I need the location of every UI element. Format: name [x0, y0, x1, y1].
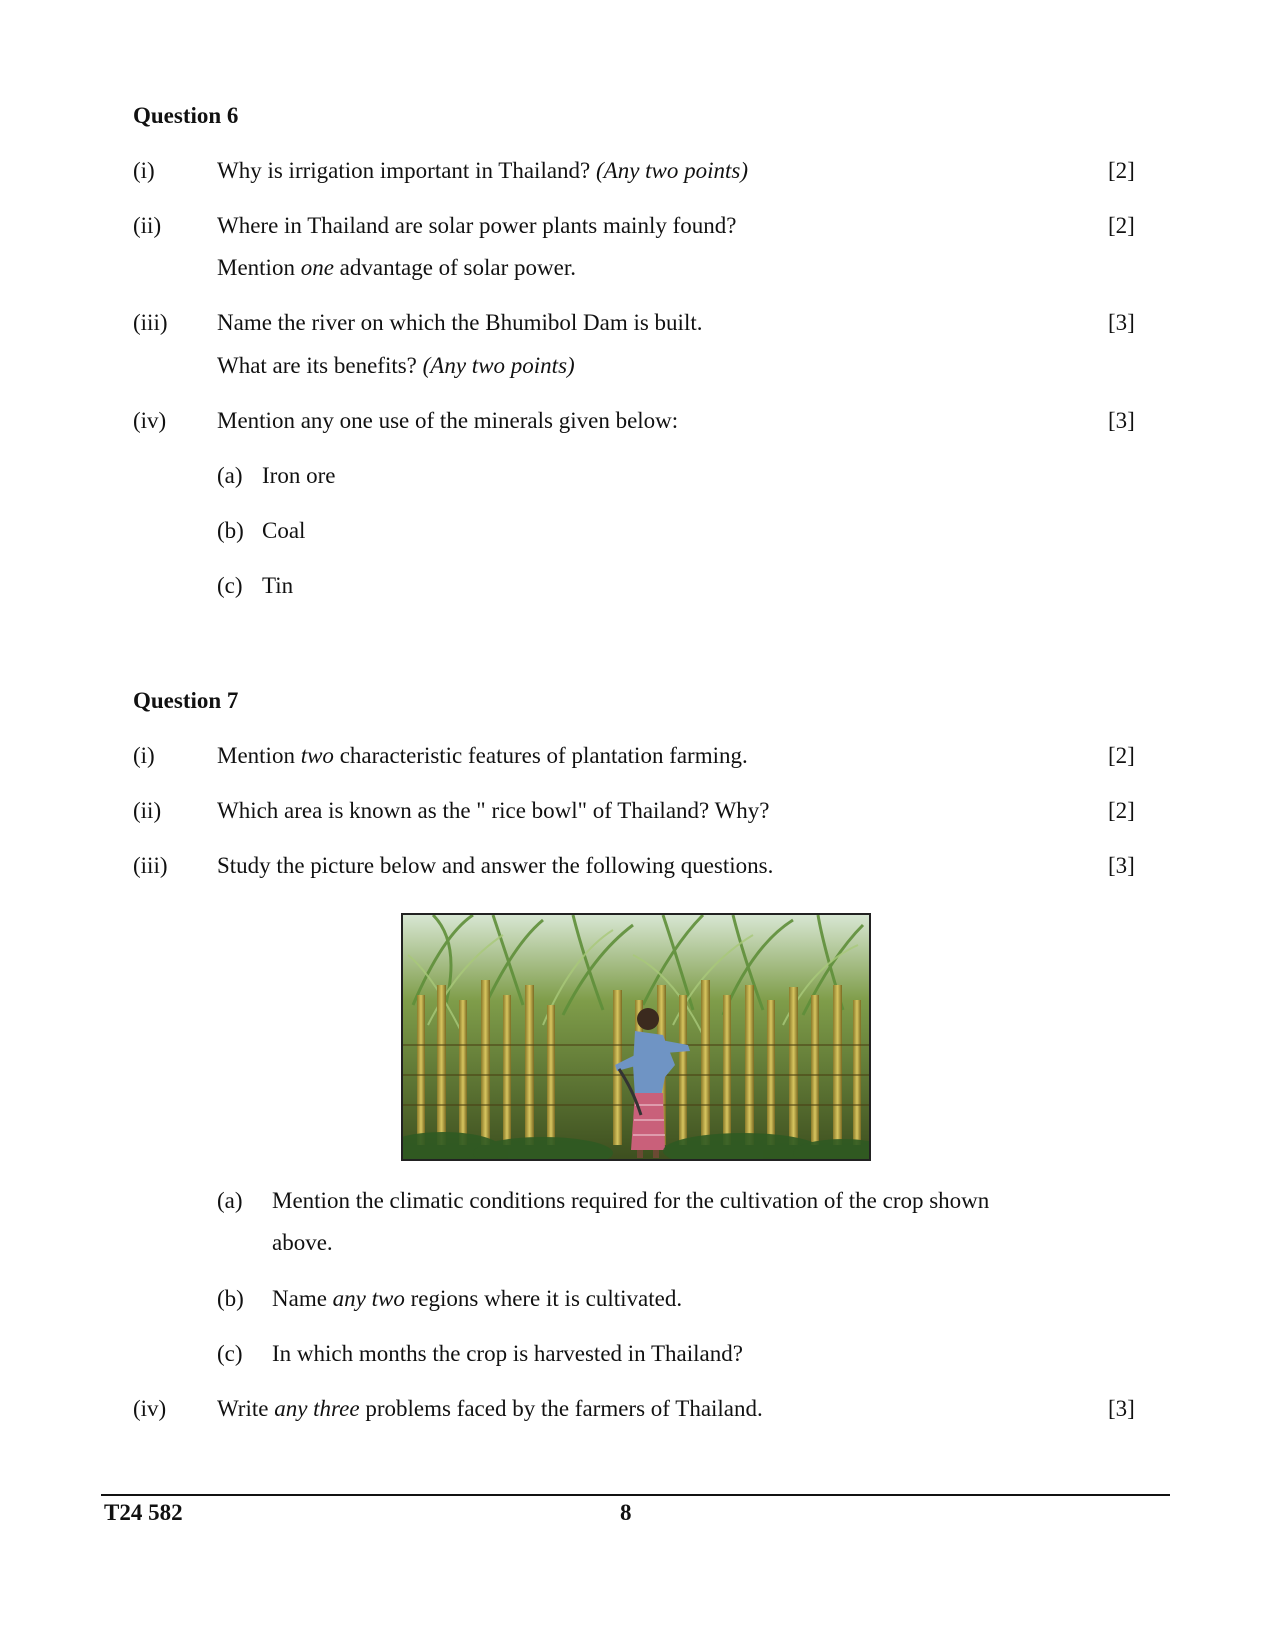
q6-iii-marks: [3]: [1108, 310, 1135, 335]
page-number: 8: [620, 1500, 632, 1525]
q7-iii-b-text: Name any two regions where it is cultivated.: [272, 1286, 683, 1311]
q6-ii-line2: Mention one advantage of solar power.: [217, 255, 576, 280]
q7-iii-a-line1: Mention the climatic conditions required for the cultivation of the crop shown: [272, 1188, 990, 1213]
q7-ii-number: (ii): [133, 798, 162, 823]
q7-iii-c-label: (c): [217, 1341, 243, 1366]
q7-iv-text: Write any three problems faced by the farmers of Thailand.: [217, 1396, 763, 1421]
q6-iv-a-text: Iron ore: [262, 463, 336, 488]
q6-iv-c-label: (c): [217, 573, 243, 598]
q7-iii-text: Study the picture below and answer the following questions.: [217, 853, 774, 878]
q6-iii-number: (iii): [133, 310, 168, 335]
q6-iv-number: (iv): [133, 408, 167, 433]
q7-iii-a-line2: above.: [272, 1230, 333, 1255]
q7-iii-number: (iii): [133, 853, 168, 878]
q7-ii-text: Which area is known as the " rice bowl" of Thailand? Why?: [217, 798, 770, 823]
sugarcane-field-photo: [401, 913, 871, 1161]
q6-iv-a-label: (a): [217, 463, 243, 488]
q6-iii-line1: Name the river on which the Bhumibol Dam is built.: [217, 310, 703, 335]
q6-ii-line1: Where in Thailand are solar power plants mainly found?: [217, 213, 737, 238]
question-7-heading: Question 7: [133, 688, 239, 713]
paper-code: T24 582: [104, 1500, 183, 1525]
q7-i-marks: [2]: [1108, 743, 1135, 768]
q7-iv-marks: [3]: [1108, 1396, 1135, 1421]
q6-iv-b-label: (b): [217, 518, 244, 543]
q7-iii-marks: [3]: [1108, 853, 1135, 878]
q6-iv-marks: [3]: [1108, 408, 1135, 433]
q6-iii-line2: What are its benefits? (Any two points): [217, 353, 575, 378]
q6-i-text: Why is irrigation important in Thailand? (Any two points): [217, 158, 749, 183]
q7-i-number: (i): [133, 743, 155, 768]
q6-ii-marks: [2]: [1108, 213, 1135, 238]
question-6-heading: Question 6: [133, 103, 239, 128]
q7-i-text: Mention two characteristic features of plantation farming.: [217, 743, 748, 768]
q7-ii-marks: [2]: [1108, 798, 1135, 823]
q6-iv-text: Mention any one use of the minerals given below:: [217, 408, 679, 433]
q7-iii-a-label: (a): [217, 1188, 243, 1213]
q6-iv-b-text: Coal: [262, 518, 306, 543]
q6-i-number: (i): [133, 158, 155, 183]
q6-ii-number: (ii): [133, 213, 162, 238]
q6-i-marks: [2]: [1108, 158, 1135, 183]
q7-iii-c-text: In which months the crop is harvested in Thailand?: [272, 1341, 743, 1366]
q6-iv-c-text: Tin: [262, 573, 294, 598]
footer-divider: [101, 1494, 1170, 1496]
q7-iv-number: (iv): [133, 1396, 167, 1421]
q7-iii-b-label: (b): [217, 1286, 244, 1311]
